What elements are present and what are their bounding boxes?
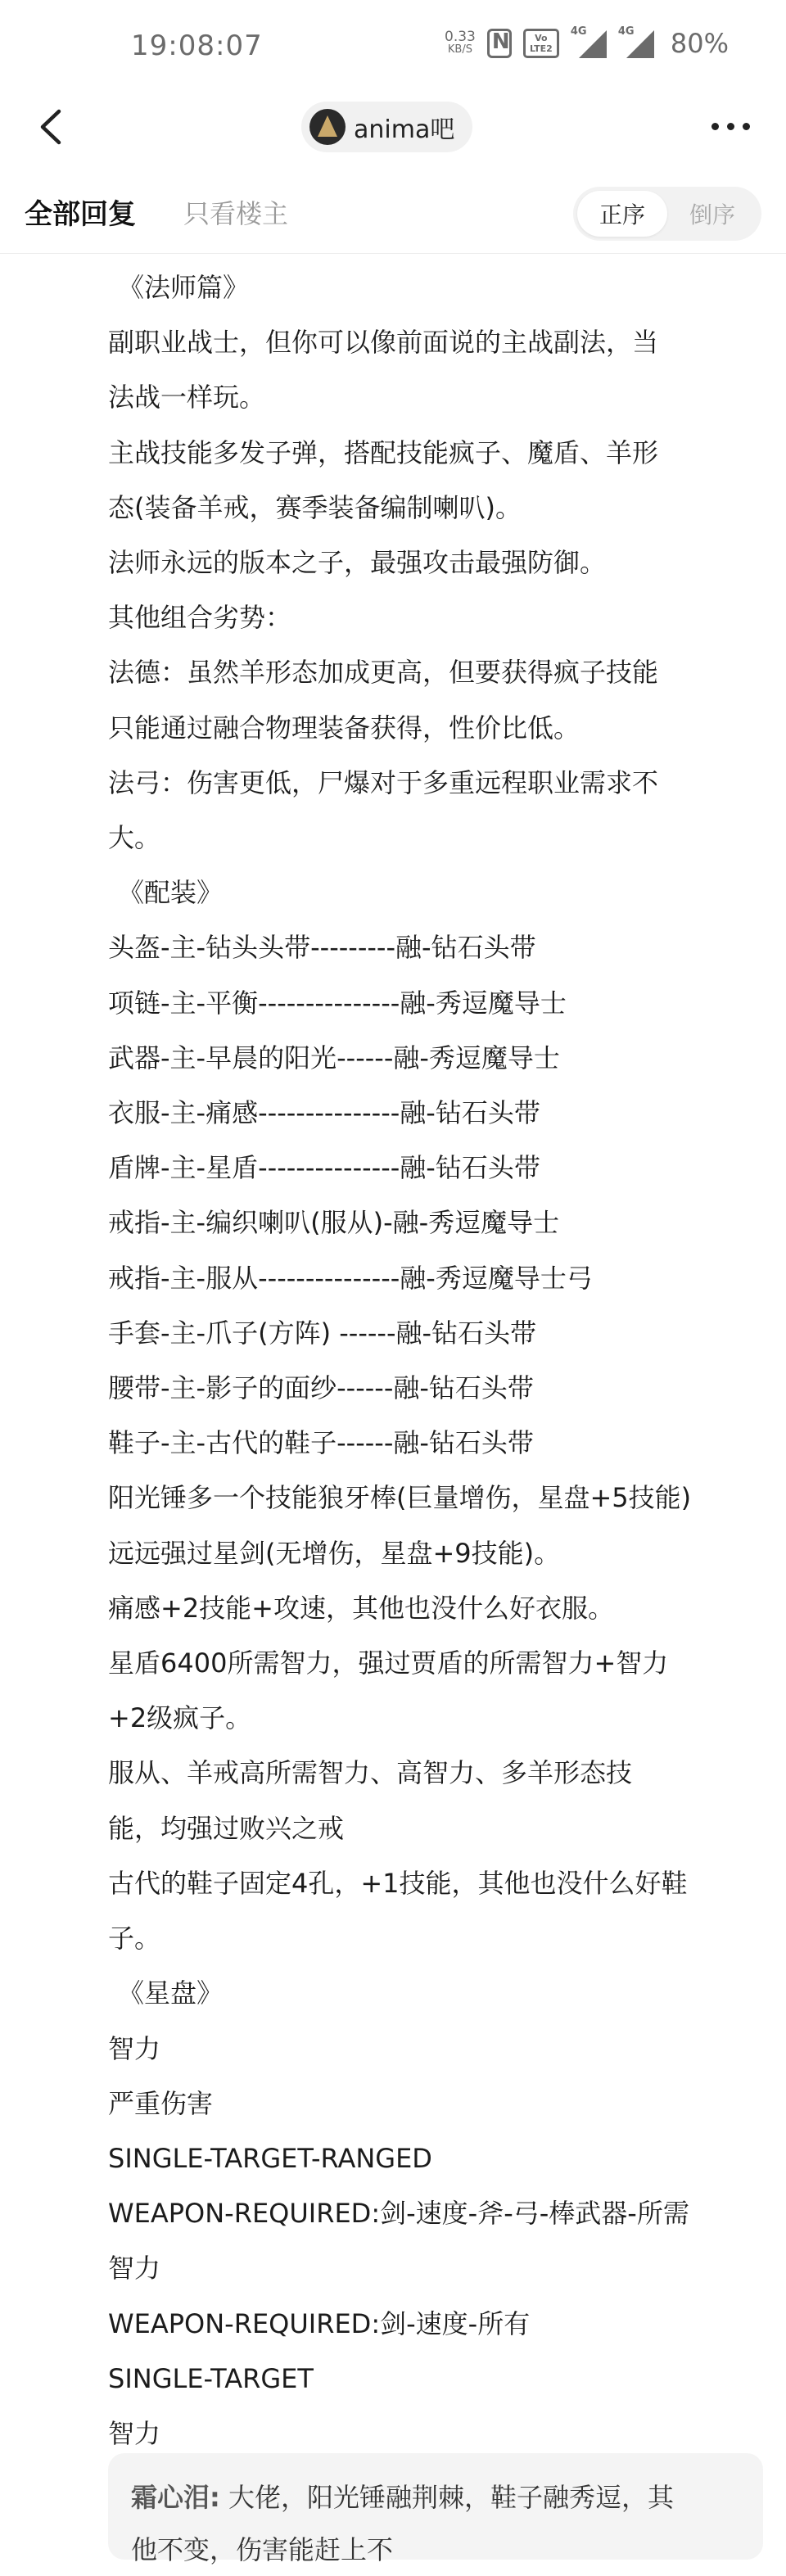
chevron-left-icon[interactable]	[36, 108, 69, 146]
post-line: 只能通过融合物理装备获得，性价比低。	[108, 712, 580, 743]
post-line: 古代的鞋子固定4孔，+1技能，其他也没什么好鞋	[108, 1867, 688, 1899]
post-line: 腰带-主-影子的面纱------融-钻石头带	[108, 1372, 534, 1404]
nav-bar	[0, 90, 786, 164]
forum-name: anima吧	[354, 115, 455, 144]
signal-1-label: 4G	[570, 25, 587, 38]
post-line: SINGLE-TARGET-RANGED	[108, 2142, 432, 2174]
post-line: WEAPON-REQUIRED:剑-速度-所有	[108, 2307, 531, 2339]
post-line: 子。	[108, 1923, 161, 1955]
volte-label-top: Vo	[535, 33, 548, 43]
post-line: 戒指-主-编织喇叭(服从)-融-秀逗魔导士	[108, 1207, 560, 1239]
volte-label-bottom: LTE2	[529, 43, 553, 54]
post-line: 主战技能多发子弹，搭配技能疯子、魔盾、羊形	[108, 436, 659, 468]
post-line: SINGLE-TARGET	[108, 2362, 314, 2394]
post-line: 法弓：伤害更低，尸爆对于多重远程职业需求不	[108, 766, 659, 798]
post-line: 项链-主-平衡---------------融-秀逗魔导士	[108, 987, 567, 1019]
post-content	[108, 260, 771, 2461]
reply-preview[interactable]	[108, 2453, 763, 2565]
reply-text-2: 他不变，伤害能赶上不	[131, 2534, 394, 2565]
sort-asc-button[interactable]: 正序	[577, 191, 667, 237]
sort-order-toggle	[573, 187, 761, 241]
post-line: 大。	[108, 822, 161, 854]
post-line: 星盾6400所需智力，强过贾盾的所需智力+智力	[108, 1647, 669, 1679]
post-line: 远远强过星剑(无增伤，星盘+9技能)。	[108, 1537, 561, 1569]
signal-icon	[617, 25, 654, 58]
post-line: 手套-主-爪子(方阵) ------融-钻石头带	[108, 1317, 537, 1349]
post-line: 态(装备羊戒，赛季装备编制喇叭)。	[108, 491, 522, 523]
post-line: 戒指-主-服从---------------融-秀逗魔导士弓	[108, 1262, 593, 1294]
status-time: 19:08:07	[131, 29, 263, 62]
post-line: 衣服-主-痛感---------------融-钻石头带	[108, 1097, 540, 1129]
post-line: 《星盘》	[118, 1977, 224, 2009]
post-line: 法战一样玩。	[108, 382, 266, 414]
status-bar	[0, 0, 786, 98]
post-line: 智力	[108, 2417, 161, 2449]
post-line: 阳光锤多一个技能狼牙棒(巨量增伤，星盘+5技能)	[108, 1482, 692, 1514]
post-line: 武器-主-早晨的阳光------融-秀逗魔导士	[108, 1042, 560, 1073]
post-line: 《配装》	[118, 877, 224, 909]
forum-avatar	[309, 109, 346, 145]
post-line: 盾牌-主-星盾---------------融-钻石头带	[108, 1152, 540, 1184]
reply-tab-bar	[0, 180, 786, 254]
post-line: 服从、羊戒高所需智力、高智力、多羊形态技	[108, 1757, 633, 1789]
reply-line-1	[131, 2471, 740, 2524]
nfc-icon	[487, 29, 512, 58]
sort-desc-button[interactable]: 倒序	[689, 201, 735, 228]
post-line: 法德：虽然羊形态加成更高，但要获得疯子技能	[108, 657, 659, 689]
post-line: 头盔-主-钻头头带---------融-钻石头带	[108, 932, 536, 964]
tab-all-replies[interactable]: 全部回复	[25, 198, 136, 231]
post-line: +2级疯子。	[108, 1702, 252, 1734]
post-line: 《法师篇》	[118, 272, 250, 303]
battery-level: 80%	[670, 28, 729, 59]
forum-chip[interactable]	[301, 102, 472, 152]
volte-icon	[523, 29, 559, 58]
post-line: 其他组合劣势：	[108, 602, 292, 634]
post-line: 严重伤害	[108, 2087, 214, 2119]
signal-2-label: 4G	[617, 25, 635, 38]
network-speed	[445, 31, 476, 56]
more-dots-icon[interactable]	[711, 123, 750, 130]
tab-op-only[interactable]: 只看楼主	[183, 198, 289, 229]
post-line: 副职业战士，但你可以像前面说的主战副法，当	[108, 327, 659, 359]
reply-text-1: 大佬，阳光锤融荆棘，鞋子融秀逗，其	[219, 2482, 674, 2513]
signal-icon	[570, 25, 607, 58]
post-line: 智力	[108, 2253, 161, 2285]
post-line: 智力	[108, 2032, 161, 2064]
post-line: 痛感+2技能+攻速，其他也没什么好衣服。	[108, 1592, 614, 1624]
post-line: 能，均强过败兴之戒	[108, 1812, 345, 1844]
status-icons	[445, 25, 729, 59]
post-line: 法师永远的版本之子，最强攻击最强防御。	[108, 547, 607, 579]
post-line: WEAPON-REQUIRED:剑-速度-斧-弓-棒武器-所需	[108, 2198, 689, 2230]
network-speed-value: 0.33	[445, 29, 476, 45]
post-line: 鞋子-主-古代的鞋子------融-钻石头带	[108, 1427, 534, 1459]
reply-author[interactable]: 霜心泪:	[131, 2482, 220, 2513]
network-speed-unit: KB/S	[447, 43, 472, 56]
